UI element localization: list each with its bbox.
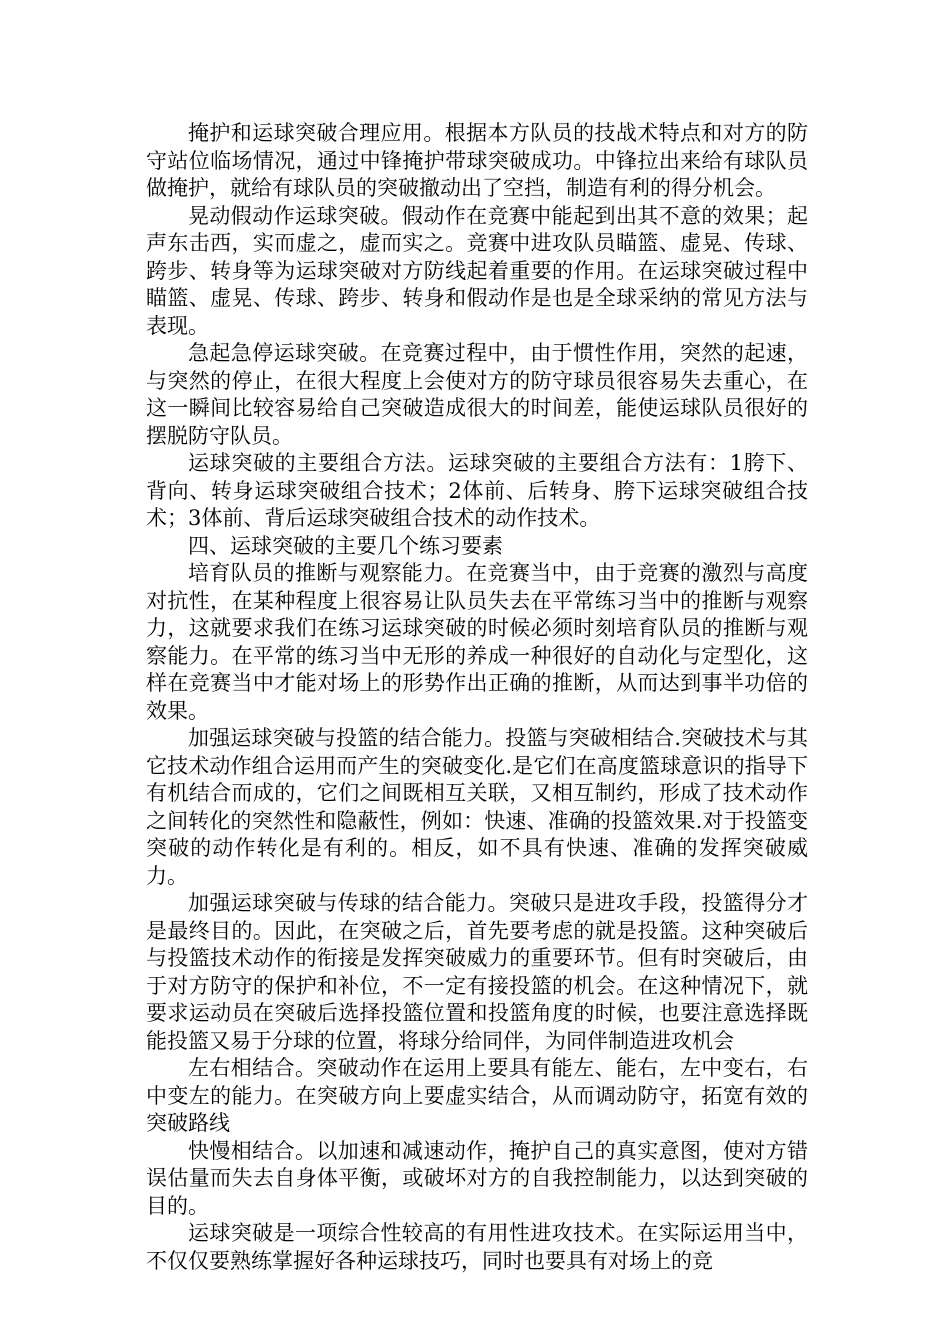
paragraph-screen-breakthrough: 掩护和运球突破合理应用。根据本方队员的技战术特点和对方的防守站位临场情况，通过中锋掩护带球突破成功。中锋拉出来给有球队员做掩护，就给有球队员的突破撤动出了空挡，制造有利的得分机会。 (146, 121, 808, 200)
paragraph-passing-combination: 加强运球突破与传球的结合能力。突破只是进攻手段，投篮得分才是最终目的。因此，在突破之后，首先要考虑的就是投篮。这种突破后与投篮技术动作的衔接是发挥突破威力的重要环节。但有时突破后，由于对方防守的保护和补位，不一定有接投篮的机会。在这种情况下，就要求运动员在突破后选择投篮位置和投篮角度的时候，也要注意选择既能投篮又易于分球的位置，将球分给同伴，为同伴制造进攻机会 (146, 891, 808, 1053)
paragraph-left-right-combination: 左右相结合。突破动作在运用上要具有能左、能右，左中变右，右中变左的能力。在突破方向上要虚实结合，从而调动防守，拓宽有效的突破路线 (146, 1056, 808, 1135)
paragraph-feint-breakthrough: 晃动假动作运球突破。假动作在竞赛中能起到出其不意的效果；起声东击西，实而虚之，虚而实之。竞赛中进攻队员瞄篮、虚晃、传球、跨步、转身等为运球突破对方防线起着重要的作用。在运球突破过程中瞄篮、虚晃、传球、跨步、转身和假动作是也是全球采纳的常见方法与表现。 (146, 203, 808, 338)
paragraph-judgment-observation: 培育队员的推断与观察能力。在竞赛当中，由于竞赛的激烈与高度对抗性，在某种程度上很容易让队员失去在平常练习当中的推断与观察力，这就要求我们在练习运球突破的时候必须时刻培育队员的推断与观察能力。在平常的练习当中无形的养成一种很好的自动化与定型化，这样在竞赛当中才能对场上的形势作出正确的推断，从而达到事半功倍的效果。 (146, 561, 808, 723)
document-body (146, 120, 808, 1275)
paragraph-combination-methods: 运球突破的主要组合方法。运球突破的主要组合方法有：1胯下、背向、转身运球突破组合技术；2体前、后转身、胯下运球突破组合技术；3体前、背后运球突破组合技术的动作技术。 (146, 451, 808, 530)
paragraph-summary: 运球突破是一项综合性较高的有用性进攻技术。在实际运用当中，不仅仅要熟练掌握好各种运球技巧，同时也要具有对场上的竞 (146, 1221, 808, 1273)
section-heading-practice-elements: 四、运球突破的主要几个练习要素 (188, 533, 503, 558)
paragraph-shooting-combination: 加强运球突破与投篮的结合能力。投篮与突破相结合.突破技术与其它技术动作组合运用而产生的突破变化.是它们在高度篮球意识的指导下有机结合而成的，它们之间既相互关联，又相互制约，形成了技术动作之间转化的突然性和隐蔽性，例如：快速、准确的投篮效果.对于投篮变突破的动作转化是有利的。相反，如不具有快速、准确的发挥突破威力。 (146, 726, 808, 888)
paragraph-fast-slow-combination: 快慢相结合。以加速和减速动作，掩护自己的真实意图，使对方错误估量而失去自身体平衡，或破坏对方的自我控制能力，以达到突破的目的。 (146, 1138, 808, 1218)
paragraph-stop-start-breakthrough: 急起急停运球突破。在竞赛过程中，由于惯性作用，突然的起速，与突然的停止，在很大程度上会使对方的防守球员很容易失去重心，在这一瞬间比较容易给自己突破造成很大的时间差，能使运球队员很好的摆脱防守队员。 (146, 341, 808, 448)
